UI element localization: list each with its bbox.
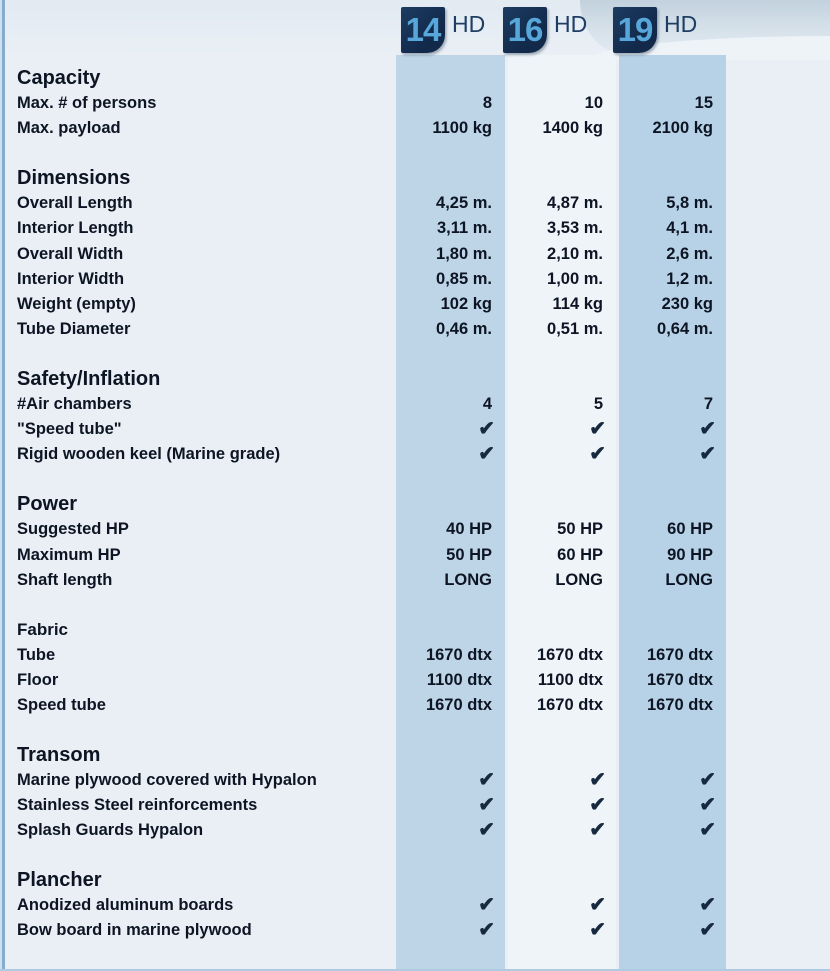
value-cell: 1100 dtx xyxy=(537,670,603,689)
value-cell: 15 xyxy=(694,94,713,113)
row-label: Max. payload xyxy=(17,119,121,138)
spec-row xyxy=(0,216,830,241)
model-suffix: HD xyxy=(452,11,486,37)
left-edge-strip xyxy=(0,0,6,971)
value-cell: 90 HP xyxy=(667,545,713,564)
value-cell: 1670 dtx xyxy=(536,695,603,714)
value-cell: 40 HP xyxy=(446,520,492,539)
model-number: 16 xyxy=(507,11,543,48)
section-title: Capacity xyxy=(17,67,101,89)
check-icon: ✔ xyxy=(478,768,495,791)
value-cell: 0,46 m. xyxy=(436,320,492,339)
check-icon: ✔ xyxy=(589,819,606,842)
check-icon: ✔ xyxy=(589,919,606,942)
check-icon: ✔ xyxy=(478,819,495,842)
spec-row xyxy=(0,918,830,943)
value-cell: 1670 dtx xyxy=(646,645,713,664)
check-icon: ✔ xyxy=(478,894,495,917)
spec-row xyxy=(0,417,830,442)
spec-row xyxy=(0,668,830,693)
check-icon: ✔ xyxy=(699,919,716,942)
model-number: 14 xyxy=(405,11,441,48)
spec-row xyxy=(0,242,830,267)
value-cell: 2,6 m. xyxy=(666,244,713,263)
row-label: Interior Length xyxy=(17,219,134,238)
value-cell: 1670 dtx xyxy=(425,695,492,714)
section-power xyxy=(0,492,830,593)
section-title: Dimensions xyxy=(17,167,131,190)
model-badge-14 xyxy=(401,7,445,53)
row-label: Overall Length xyxy=(17,194,133,213)
value-cell: 102 kg xyxy=(440,295,492,313)
check-icon: ✔ xyxy=(589,768,606,791)
value-cell: 4,87 m. xyxy=(547,194,603,213)
check-icon: ✔ xyxy=(478,443,495,466)
value-cell: LONG xyxy=(665,570,713,589)
section-transom xyxy=(0,743,830,844)
value-cell: 50 HP xyxy=(557,520,603,539)
check-icon: ✔ xyxy=(478,794,495,816)
check-icon: ✔ xyxy=(478,418,495,441)
section-title: Power xyxy=(17,493,78,516)
value-cell: 50 HP xyxy=(446,545,492,564)
row-label: Max. # of persons xyxy=(17,94,157,113)
section-title: Transom xyxy=(17,743,101,766)
section-title: Fabric xyxy=(17,620,69,640)
check-icon: ✔ xyxy=(699,418,716,441)
spec-row xyxy=(0,517,830,542)
value-cell: LONG xyxy=(555,570,603,589)
value-cell: 8 xyxy=(482,94,492,113)
check-icon: ✔ xyxy=(589,894,606,917)
section-capacity xyxy=(0,66,830,142)
value-cell: 1,00 m. xyxy=(547,269,603,288)
value-cell: 1,2 m. xyxy=(666,269,713,288)
row-label: Interior Width xyxy=(17,269,125,288)
check-icon: ✔ xyxy=(699,819,716,842)
row-label: Tube Diameter xyxy=(17,320,131,339)
value-cell: 1670 dtx xyxy=(536,645,603,664)
check-icon: ✔ xyxy=(589,443,606,466)
spec-row xyxy=(0,116,830,141)
row-label: Floor xyxy=(17,670,59,689)
model-suffix: HD xyxy=(554,11,588,37)
spec-row xyxy=(0,91,830,116)
value-cell: 0,85 m. xyxy=(436,269,492,288)
spec-row xyxy=(0,543,830,568)
value-cell: 0,64 m. xyxy=(657,320,713,339)
value-cell: 2,10 m. xyxy=(547,244,603,263)
spec-row xyxy=(0,191,830,216)
row-label: Stainless Steel reinforcements xyxy=(17,796,258,814)
value-cell: 3,11 m. xyxy=(436,219,492,238)
row-label: Splash Guards Hypalon xyxy=(17,821,204,840)
value-cell: 1400 kg xyxy=(542,119,603,138)
value-cell: 1670 dtx xyxy=(646,670,713,689)
value-cell: 10 xyxy=(584,94,603,113)
spec-row xyxy=(0,643,830,668)
spec-row xyxy=(0,893,830,918)
row-label: #Air chambers xyxy=(17,395,132,414)
value-cell: 5,8 m. xyxy=(666,194,713,213)
section-dimensions xyxy=(0,166,830,342)
row-label: Tube xyxy=(17,645,56,664)
spec-row xyxy=(0,818,830,843)
check-icon: ✔ xyxy=(699,443,716,466)
model-header-19hd xyxy=(613,7,697,53)
section-plancher xyxy=(0,868,830,944)
model-suffix: HD xyxy=(664,11,698,37)
row-label: Weight (empty) xyxy=(17,295,136,313)
section-title: Safety/Inflation xyxy=(17,367,161,390)
model-header-16hd xyxy=(503,7,587,53)
check-icon: ✔ xyxy=(589,418,606,441)
spec-row xyxy=(0,392,830,417)
spec-row xyxy=(0,768,830,793)
value-cell: 4,25 m. xyxy=(436,194,492,213)
check-icon: ✔ xyxy=(699,894,716,917)
spec-row xyxy=(0,317,830,342)
value-cell: 1,80 m. xyxy=(436,244,492,263)
value-cell: 60 HP xyxy=(557,545,603,564)
value-cell: 4,1 m. xyxy=(666,219,713,238)
section-fabric xyxy=(0,617,830,718)
check-icon: ✔ xyxy=(699,768,716,791)
value-cell: 1100 dtx xyxy=(426,670,492,689)
row-label: Marine plywood covered with Hypalon xyxy=(17,770,317,789)
row-label: Suggested HP xyxy=(17,520,129,539)
section-safety-inflation xyxy=(0,367,830,468)
spec-row xyxy=(0,267,830,292)
value-cell: 5 xyxy=(593,395,603,414)
model-number: 19 xyxy=(617,11,653,48)
value-cell: LONG xyxy=(444,570,492,589)
row-label: "Speed tube" xyxy=(17,420,122,439)
row-label: Speed tube xyxy=(17,695,106,714)
model-header-14hd xyxy=(401,7,485,53)
value-cell: 4 xyxy=(482,395,492,414)
value-cell: 1670 dtx xyxy=(646,695,713,714)
section-title: Plancher xyxy=(17,868,102,891)
spec-row xyxy=(0,568,830,593)
spec-table xyxy=(0,66,830,968)
row-label: Shaft length xyxy=(17,570,113,589)
model-badge-19 xyxy=(613,7,657,53)
row-label: Anodized aluminum boards xyxy=(17,896,234,915)
spec-row xyxy=(0,693,830,718)
value-cell: 230 kg xyxy=(661,295,713,313)
row-label: Rigid wooden keel (Marine grade) xyxy=(17,445,281,464)
row-label: Maximum HP xyxy=(17,545,121,564)
value-cell: 0,51 m. xyxy=(547,320,603,339)
value-cell: 114 kg xyxy=(552,295,603,313)
check-icon: ✔ xyxy=(589,794,606,816)
spec-row xyxy=(0,442,830,467)
value-cell: 60 HP xyxy=(667,520,713,539)
row-label: Bow board in marine plywood xyxy=(17,921,252,940)
spec-row xyxy=(0,793,830,818)
value-cell: 3,53 m. xyxy=(547,219,603,238)
check-icon: ✔ xyxy=(478,919,495,942)
check-icon: ✔ xyxy=(699,794,716,816)
value-cell: 2100 kg xyxy=(652,119,713,138)
value-cell: 7 xyxy=(703,395,713,414)
value-cell: 1100 kg xyxy=(432,119,492,138)
model-badge-16 xyxy=(503,7,547,53)
spec-row xyxy=(0,292,830,317)
value-cell: 1670 dtx xyxy=(425,645,492,664)
row-label: Overall Width xyxy=(17,244,124,263)
